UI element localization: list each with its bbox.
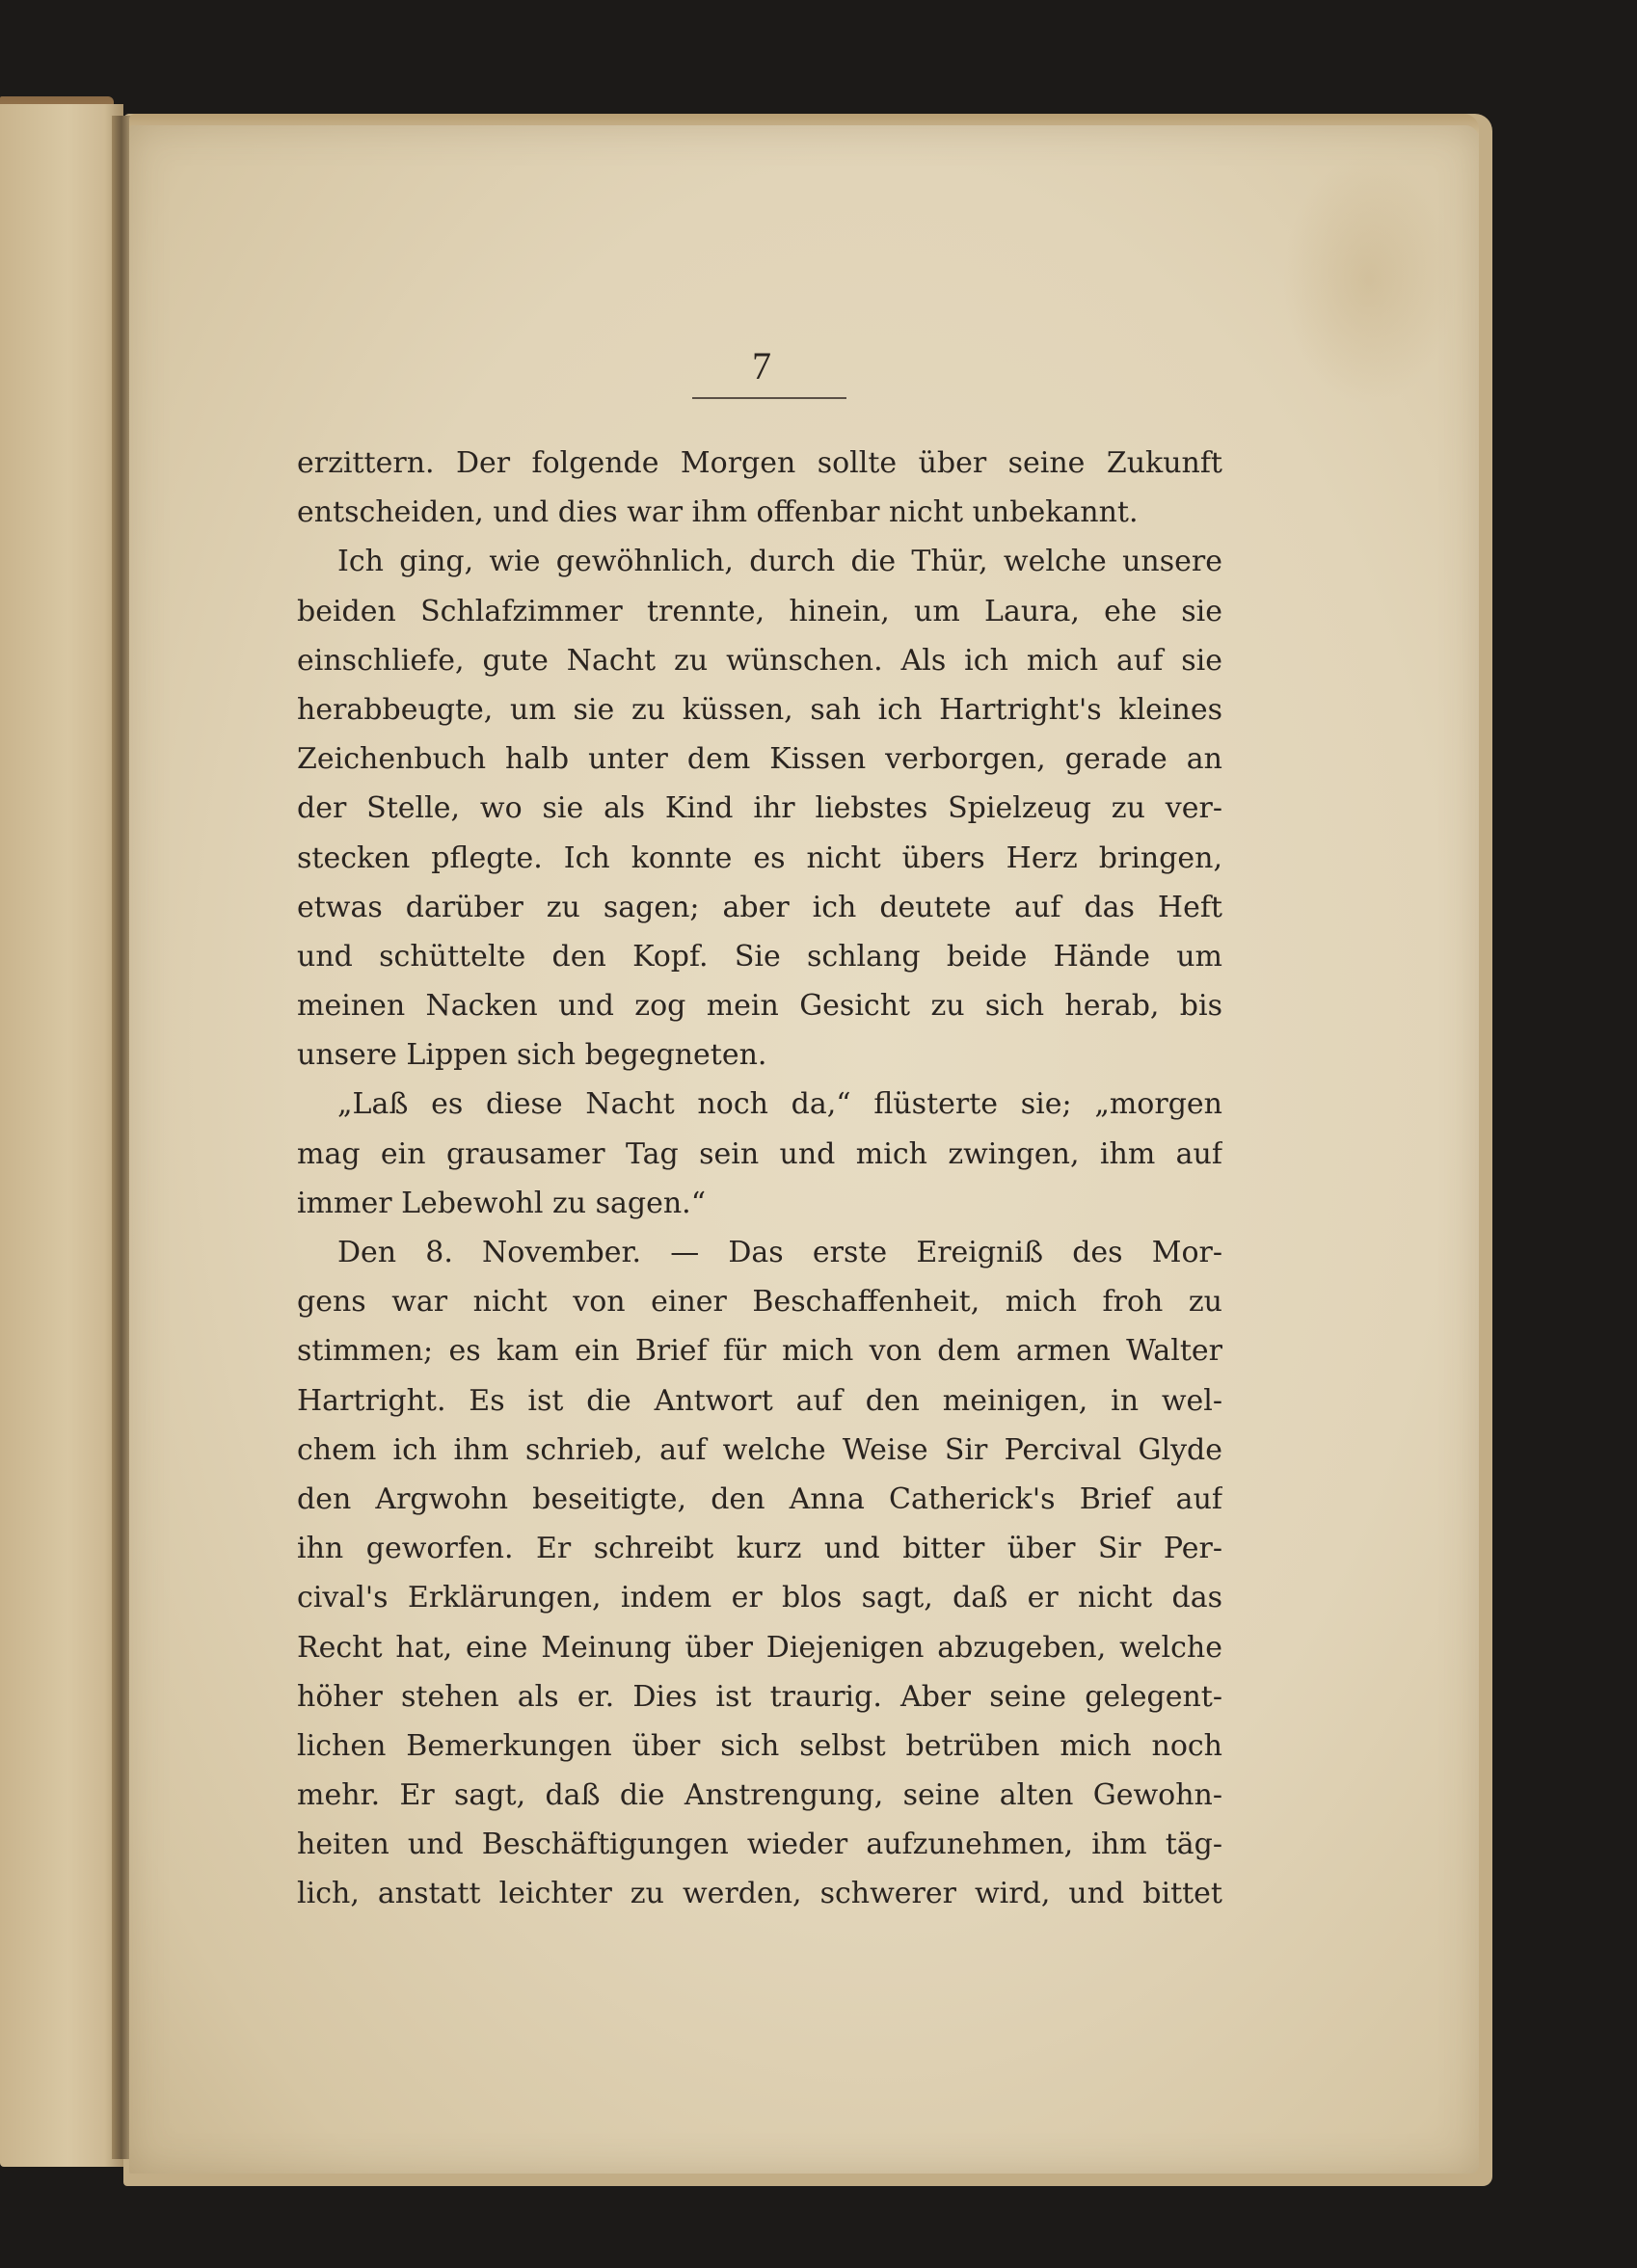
text-line: lich, anstatt leichter zu werden, schwerer wird, und bittet bbox=[297, 1877, 1222, 1911]
text-line: erzittern. Der folgende Morgen sollte über seine Zukunft bbox=[297, 446, 1222, 480]
text-line: gens war nicht von einer Beschaffenheit, mich froh zu bbox=[297, 1285, 1222, 1320]
text-line: mag ein grausamer Tag sein und mich zwingen, ihm auf bbox=[297, 1136, 1222, 1171]
text-line: cival's Erklärungen, indem er blos sagt, daß er nicht das bbox=[297, 1581, 1222, 1615]
text-line: beiden Schlafzimmer trennte, hinein, um Laura, ehe sie bbox=[297, 594, 1222, 628]
text-line: unsere Lippen sich begegneten. bbox=[297, 1038, 767, 1073]
text-line: mehr. Er sagt, daß die Anstrengung, seine alten Gewohn- bbox=[297, 1778, 1222, 1813]
text-line: Hartright. Es ist die Antwort auf den meinigen, in wel- bbox=[297, 1383, 1222, 1418]
text-line: etwas darüber zu sagen; aber ich deutete auf das Heft bbox=[297, 890, 1222, 924]
text-line: immer Lebewohl zu sagen.“ bbox=[297, 1186, 707, 1220]
body-text bbox=[297, 439, 1222, 1919]
header-rule bbox=[692, 397, 846, 399]
text-line: Den 8. November. — Das erste Ereigniß des Mor- bbox=[337, 1236, 1222, 1269]
text-line: Ich ging, wie gewöhnlich, durch die Thür, welche unsere bbox=[337, 545, 1222, 579]
text-line: einschliefe, gute Nacht zu wünschen. Als ich mich auf sie bbox=[297, 643, 1222, 678]
page-number: 7 bbox=[752, 344, 771, 387]
text-line: stimmen; es kam ein Brief für mich von dem armen Walter bbox=[297, 1334, 1222, 1369]
text-line: meinen Nacken und zog mein Gesicht zu sich herab, bis bbox=[297, 989, 1222, 1024]
text-line: ihn geworfen. Er schreibt kurz und bitter über Sir Per- bbox=[297, 1532, 1222, 1566]
text-line: lichen Bemerkungen über sich selbst betrüben mich noch bbox=[297, 1728, 1222, 1763]
left-page bbox=[0, 104, 123, 2167]
text-line: chem ich ihm schrieb, auf welche Weise Sir Percival Glyde bbox=[297, 1432, 1222, 1467]
text-line: höher stehen als er. Dies ist traurig. Aber seine gelegent- bbox=[297, 1679, 1222, 1714]
text-line: Zeichenbuch halb unter dem Kissen verborgen, gerade an bbox=[297, 742, 1222, 777]
text-line: der Stelle, wo sie als Kind ihr liebstes Spielzeug zu ver- bbox=[297, 791, 1222, 826]
text-line: herabbeugte, um sie zu küssen, sah ich Hartright's kleines bbox=[297, 692, 1222, 727]
text-line: den Argwohn beseitigte, den Anna Catherick's Brief auf bbox=[297, 1481, 1222, 1516]
text-line: heiten und Beschäftigungen wieder aufzunehmen, ihm täg- bbox=[297, 1828, 1222, 1862]
text-line: Recht hat, eine Meinung über Diejenigen abzugeben, welche bbox=[297, 1630, 1222, 1665]
text-line: stecken pflegte. Ich konnte es nicht übers Herz bringen, bbox=[297, 840, 1222, 875]
text-line: und schüttelte den Kopf. Sie schlang beide Hände um bbox=[297, 939, 1222, 974]
text-line: „Laß es diese Nacht noch da,“ flüsterte sie; „morgen bbox=[337, 1087, 1222, 1122]
paper-stain bbox=[1282, 154, 1456, 405]
text-line: entscheiden, und dies war ihm offenbar nicht unbekannt. bbox=[297, 495, 1139, 530]
